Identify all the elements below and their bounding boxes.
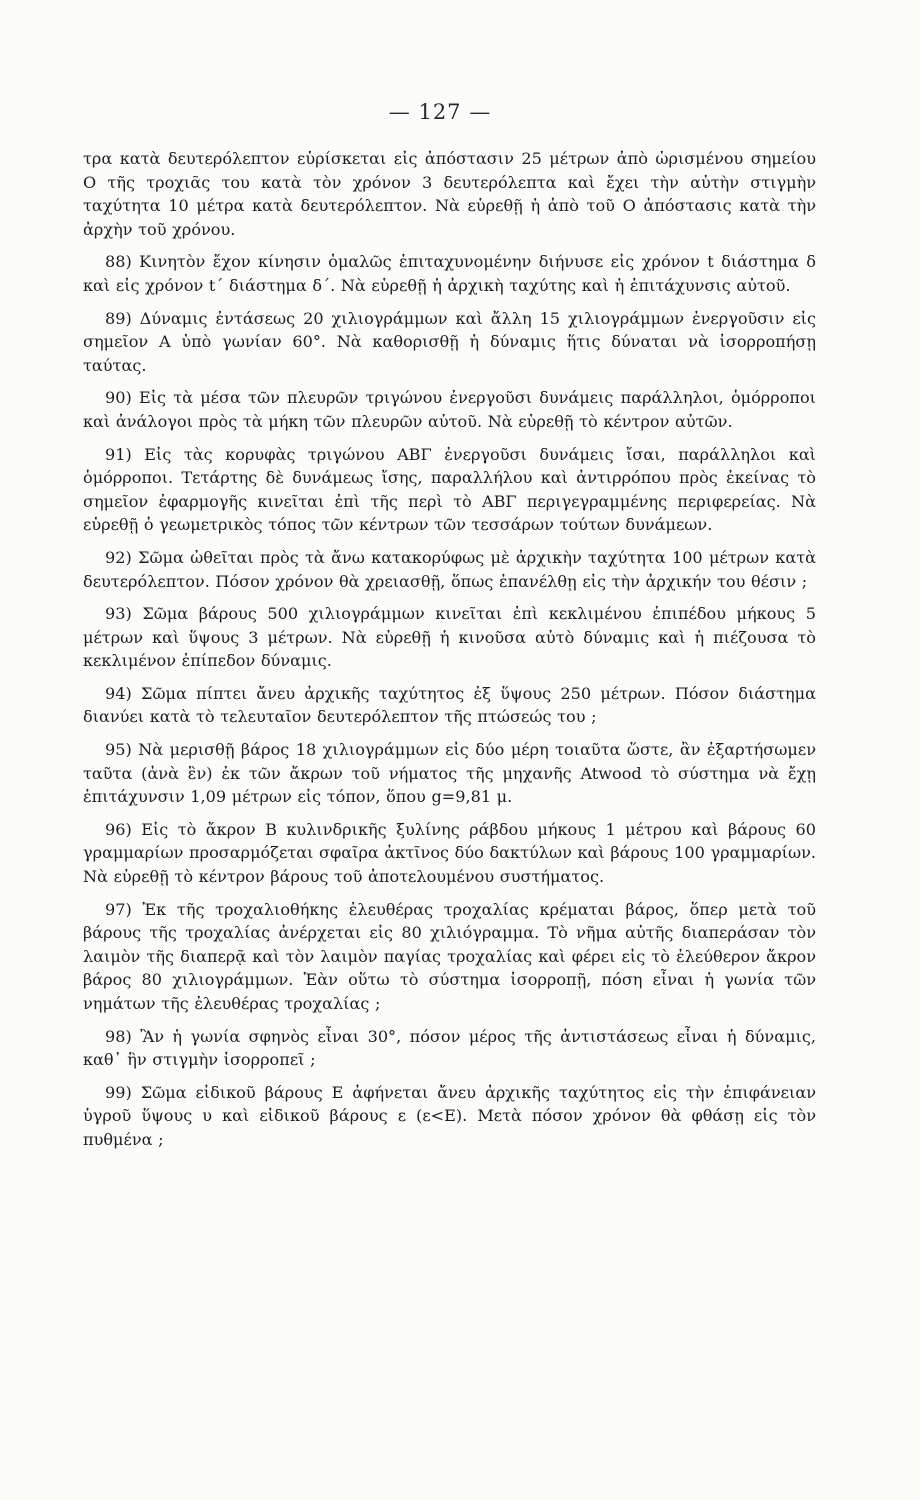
problem-98 bbox=[83, 1025, 816, 1072]
problem-93 bbox=[83, 602, 816, 673]
problem-89 bbox=[83, 307, 816, 378]
problem-text: Ἐκ τῆς τροχαλιοθήκης ἐλευθέρας τροχαλίας κρέμαται βάρος, ὅπερ μετὰ τοῦ βάρους τῆς τροχαλίας ἀνέρχεται εἰς 80 χιλιόγραμμα. Τὸ νῆμα αὐτῆς διαπεράσαν τὸν λαιμὸν τῆς διαπερᾷ καὶ τὸν λαιμὸν παγίας τροχαλίας καὶ φέρει εἰς τὸ ἐλεύθερον ἄκρον βάρος 80 χιλιογράμμων. Ἐὰν οὕτω τὸ σύστημα ἰσορροπῇ, πόση εἶναι ἡ γωνία τῶν νημάτων τῆς ἐλευθέρας τροχαλίας ; bbox=[83, 899, 816, 1013]
problem-88 bbox=[83, 250, 816, 297]
problem-number: 96) bbox=[105, 819, 132, 839]
problem-number: 92) bbox=[105, 547, 132, 567]
problem-number: 91) bbox=[105, 444, 132, 464]
problem-number: 88) bbox=[105, 252, 132, 272]
problem-number: 97) bbox=[105, 899, 132, 919]
problem-number: 90) bbox=[105, 388, 132, 408]
problem-text: Κινητὸν ἔχον κίνησιν ὁμαλῶς ἐπιταχυνομένην διήνυσε εἰς χρόνον t διάστημα δ καὶ εἰς χρόνον t΄ διάστημα δ΄. Νὰ εὑρεθῇ ἡ ἀρχικὴ ταχύτης καὶ ἡ ἐπιτάχυνσις αὐτοῦ. bbox=[83, 252, 816, 295]
paragraph-text: τρα κατὰ δευτερόλεπτον εὑρίσκεται εἰς ἀπόστασιν 25 μέτρων ἀπὸ ὡρισμένου σημείου Ο τῆς τροχιᾶς του κατὰ τὸν χρόνον 3 δευτερόλεπτα καὶ ἔχει τὴν αὐτὴν στιγμὴν ταχύτητα 10 μέτρα κατὰ δευτερόλεπτον. Νὰ εὑρεθῇ ἡ ἀπὸ τοῦ Ο ἀπόστασις κατὰ τὴν ἀρχὴν τοῦ χρόνου. bbox=[83, 149, 816, 239]
problem-number: 93) bbox=[105, 604, 132, 624]
problem-text: Ἂν ἡ γωνία σφηνὸς εἶναι 30°, πόσον μέρος τῆς ἀντιστάσεως εἶναι ἡ δύναμις, καθ᾽ ἣν στιγμὴν ἰσορροπεῖ ; bbox=[83, 1026, 816, 1070]
problem-text: Δύναμις ἐντάσεως 20 χιλιογράμμων καὶ ἄλλη 15 χιλιογράμμων ἐνεργοῦσιν εἰς σημεῖον Α ὑπὸ γωνίαν 60°. Νὰ καθορισθῇ ἡ δύναμις ἥτις δύναται νὰ ἰσορροπήσῃ ταύτας. bbox=[83, 308, 816, 375]
problem-number: 98) bbox=[105, 1026, 132, 1046]
problem-text: Σῶμα εἰδικοῦ βάρους Ε ἀφήνεται ἄνευ ἀρχικῆς ταχύτητος εἰς τὴν ἐπιφάνειαν ὑγροῦ ὕψους υ καὶ εἰδικοῦ βάρους ε (ε<Ε). Μετὰ πόσον χρόνον θὰ φθάσῃ εἰς τὸν πυθμένα ; bbox=[83, 1082, 816, 1149]
problem-text: Εἰς τὰς κορυφὰς τριγώνου ΑΒΓ ἐνεργοῦσι δυνάμεις ἴσαι, παράλληλοι καὶ ὁμόρροποι. Τετάρτης δὲ δυνάμεως ἴσης, παραλλήλου καὶ ἀντιρρόπου πρὸς ἐκείνας τὸ σημεῖον ἐφαρμογῆς κινεῖται ἐπὶ τῆς περὶ τὸ ΑΒΓ περιγεγραμμένης περιφερείας. Νὰ εὑρεθῇ ὁ γεωμετρικὸς τόπος τῶν κέντρων τῶν τεσσάρων τούτων δυνάμεων. bbox=[83, 444, 816, 535]
problem-number: 89) bbox=[105, 308, 132, 328]
problem-text: Σῶμα βάρους 500 χιλιογράμμων κινεῖται ἐπὶ κεκλιμένου ἐπιπέδου μήκους 5 μέτρων καὶ ὕψους 3 μέτρων. Νὰ εὑρεθῇ ἡ κινοῦσα αὐτὸ δύναμις καὶ ἡ πιέζουσα τὸ κεκλιμένον ἐπίπεδον δύναμις. bbox=[83, 604, 816, 671]
problem-text: Σῶμα ὠθεῖται πρὸς τὰ ἄνω κατακορύφως μὲ ἀρχικὴν ταχύτητα 100 μέτρων κατὰ δευτερόλεπτον. Πόσον χρόνον θὰ χρειασθῇ, ὅπως ἐπανέλθῃ εἰς τὴν ἀρχικήν του θέσιν ; bbox=[83, 547, 817, 591]
problem-number: 94) bbox=[105, 683, 132, 703]
problem-95 bbox=[83, 738, 816, 809]
page-number: — 127 — bbox=[388, 100, 492, 124]
problem-97 bbox=[83, 898, 816, 1016]
problem-99 bbox=[83, 1081, 816, 1152]
problem-text: Εἰς τὰ μέσα τῶν πλευρῶν τριγώνου ἐνεργοῦσι δυνάμεις παράλληλοι, ὁμόρροποι καὶ ἀνάλογοι πρὸς τὰ μήκη τῶν πλευρῶν αὐτοῦ. Νὰ εὑρεθῇ τὸ κέντρον αὐτῶν. bbox=[83, 388, 816, 431]
problem-91 bbox=[83, 443, 816, 537]
problem-94 bbox=[83, 682, 816, 729]
problem-text: Νὰ μερισθῇ βάρος 18 χιλιογράμμων εἰς δύο μέρη τοιαῦτα ὥστε, ἂν ἐξαρτήσωμεν ταῦτα (ἀνὰ ἓν) ἐκ τῶν ἄκρων τοῦ νήματος τῆς μηχανῆς Atwood τὸ σύστημα νὰ ἔχῃ ἐπιτάχυνσιν 1,09 μέτρων εἰς τόπον, ὅπου g=9,81 μ. bbox=[83, 740, 816, 807]
problem-text: Σῶμα πίπτει ἄνευ ἀρχικῆς ταχύτητος ἐξ ὕψους 250 μέτρων. Πόσον διάστημα διανύει κατὰ τὸ τελευταῖον δευτερόλεπτον τῆς πτώσεώς του ; bbox=[83, 683, 816, 727]
problem-list bbox=[83, 147, 816, 1161]
paragraph-continuation bbox=[83, 147, 816, 241]
problem-number: 99) bbox=[105, 1082, 132, 1102]
problem-text: Εἰς τὸ ἄκρον Β κυλινδρικῆς ξυλίνης ράβδου μήκους 1 μέτρου καὶ βάρους 60 γραμμαρίων προσαρμόζεται σφαῖρα ἀκτῖνος δύο δακτύλων καὶ βάρους 100 γραμμαρίων. Νὰ εὑρεθῇ τὸ κέντρον βάρους τοῦ ἀποτελουμένου συστήματος. bbox=[83, 819, 816, 887]
problem-96 bbox=[83, 818, 816, 889]
problem-number: 95) bbox=[105, 740, 132, 760]
problem-92 bbox=[83, 546, 816, 593]
problem-90 bbox=[83, 386, 816, 433]
